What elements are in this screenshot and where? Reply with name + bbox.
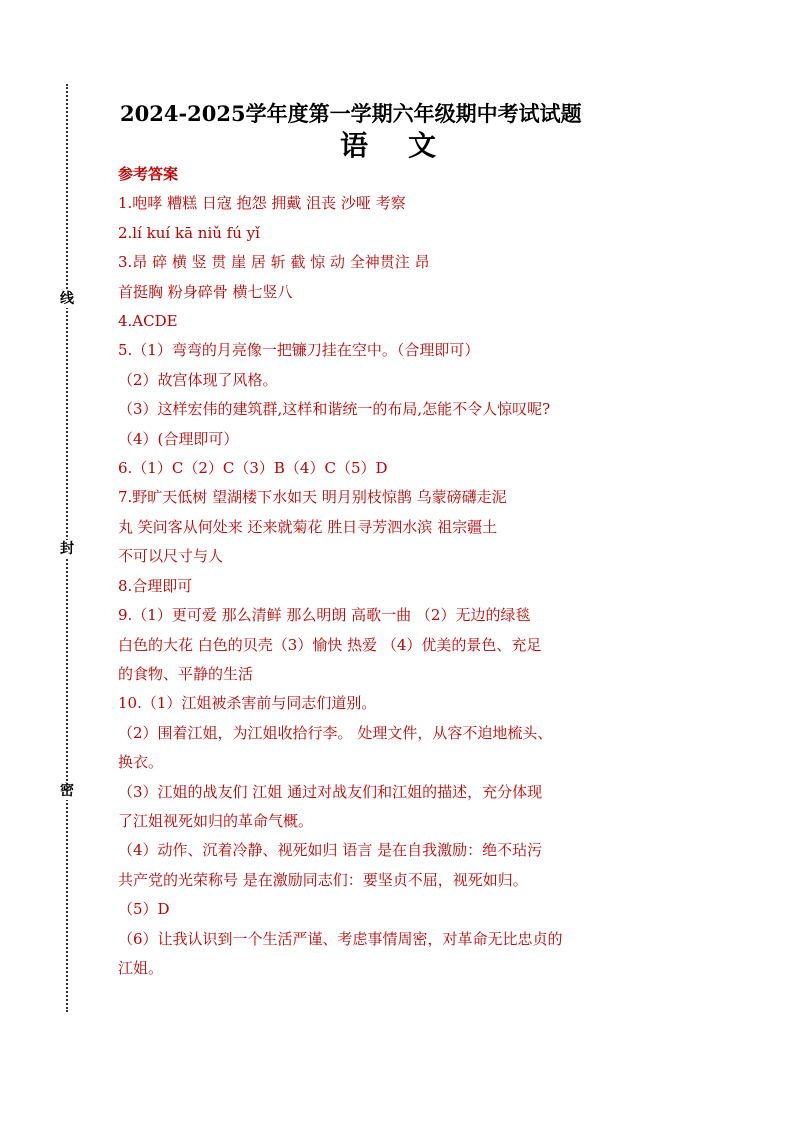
answer-line: 6.（1）C（2）C（3）B（4）C（5）D bbox=[118, 459, 388, 478]
answer-line: （2）故宫体现了风格。 bbox=[118, 370, 278, 389]
answer-line: 白色的大花 白色的贝壳（3）愉快 热爱 （4）优美的景色、充足 bbox=[118, 635, 542, 654]
answer-line: 丸 笑问客从何处来 还来就菊花 胜日寻芳泗水滨 祖宗疆土 bbox=[118, 517, 498, 536]
answer-line: 1.咆哮 糟糕 日寇 抱怨 拥戴 沮丧 沙哑 考察 bbox=[118, 194, 406, 213]
answer-line: 共产党的光荣称号 是在激励同志们：要坚贞不屈，视死如归。 bbox=[118, 870, 528, 889]
answer-line: （4）动作、沉着冷静、视死如归 语言 是在自我激励：绝不玷污 bbox=[118, 841, 543, 860]
answer-line: （5）D bbox=[118, 900, 170, 919]
binding-label-feng: 封 bbox=[60, 541, 74, 557]
answer-line: （2）围着江姐，为江姐收拾行李。 处理文件，从容不迫地梳头、 bbox=[118, 723, 553, 742]
answer-line: 8.合理即可 bbox=[118, 576, 193, 595]
answer-line: 9.（1）更可爱 那么清鲜 那么明朗 高歌一曲 （2）无边的绿毯 bbox=[118, 606, 531, 625]
binding-label-xian: 线 bbox=[60, 291, 74, 307]
answer-line: 7.野旷天低树 望湖楼下水如天 明月别枝惊鹊 乌蒙磅礴走泥 bbox=[118, 488, 507, 507]
answer-line: 5.（1）弯弯的月亮像一把镰刀挂在空中。（合理即可） bbox=[118, 341, 480, 360]
answer-line: 的食物、平静的生活 bbox=[118, 664, 254, 683]
answer-line: （3）江姐的战友们 江姐 通过对战友们和江姐的描述，充分体现 bbox=[118, 782, 543, 801]
subject-title: 语文 bbox=[340, 129, 477, 162]
answer-section bbox=[118, 160, 678, 983]
answer-line: （4）(合理即可） bbox=[118, 429, 239, 448]
answer-line: 2.lí kuí kā niǔ fú yǐ bbox=[118, 223, 260, 242]
answer-line: 10.（1）江姐被杀害前与同志们道别。 bbox=[118, 694, 377, 713]
exam-title: 2024-2025学年度第一学期六年级期中考试试题 bbox=[120, 101, 582, 126]
answer-line: 江姐。 bbox=[118, 958, 164, 977]
answer-line: 3.昂 碎 横 竖 贯 崖 居 斩 截 惊 动 全神贯注 昂 bbox=[118, 253, 430, 272]
answer-line: 不可以尺寸与人 bbox=[118, 547, 224, 566]
answer-heading: 参考答案 bbox=[118, 165, 179, 183]
binding-label-mi: 密 bbox=[60, 783, 74, 799]
answer-line: 换衣。 bbox=[118, 753, 164, 772]
answer-line: （3）这样宏伟的建筑群,这样和谐统一的布局,怎能不令人惊叹呢? bbox=[118, 400, 551, 419]
answer-line: 了江姐视死如归的革命气概。 bbox=[118, 811, 314, 830]
answer-line: 4.ACDE bbox=[118, 312, 178, 331]
answer-line: 首挺胸 粉身碎骨 横七竖八 bbox=[118, 282, 293, 301]
answer-lines bbox=[118, 189, 678, 983]
answer-line: （6）让我认识到一个生活严谨、考虑事情周密，对革命无比忠贞的 bbox=[118, 929, 563, 948]
